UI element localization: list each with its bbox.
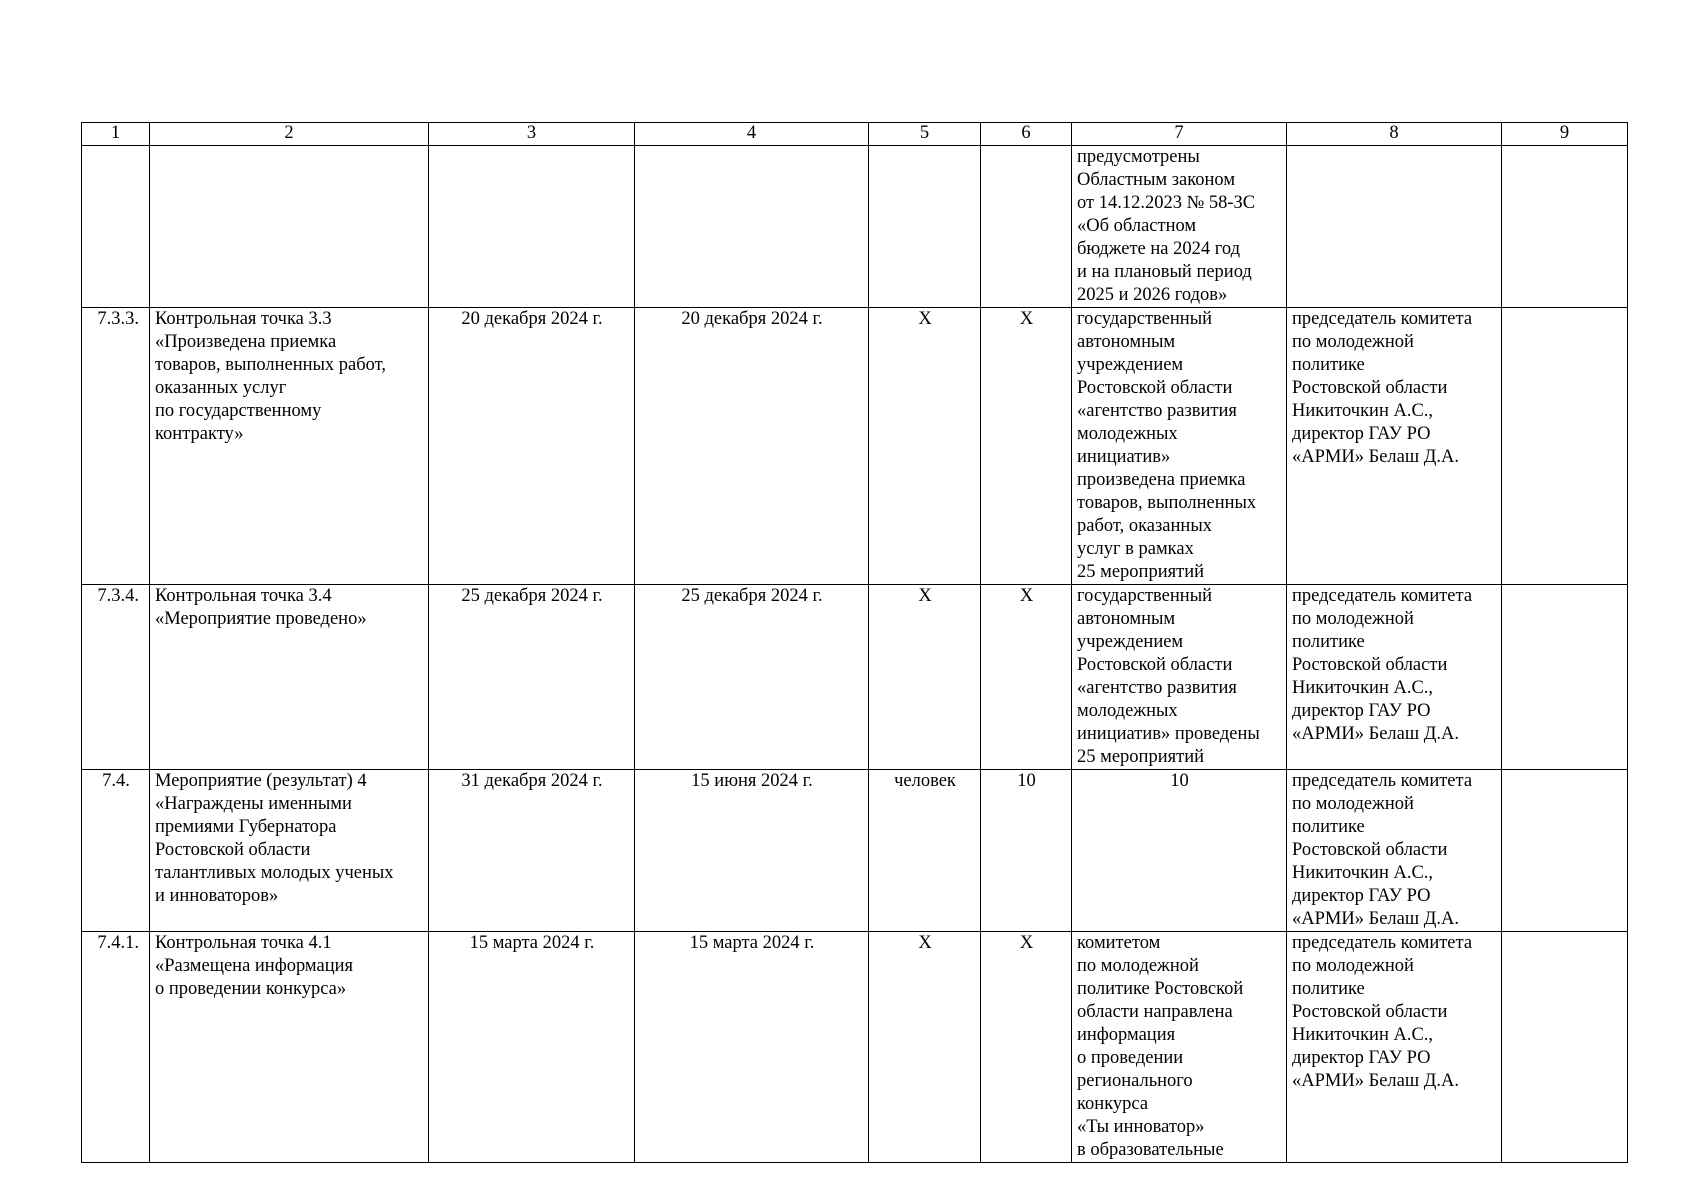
result-text: 10: [1170, 771, 1189, 791]
value-cell: [981, 146, 1072, 308]
result-cell: [1072, 585, 1287, 770]
start-date-cell: [429, 932, 635, 1163]
extra-cell: [1502, 146, 1628, 308]
name-cell: [150, 585, 429, 770]
result-text: предусмотрены Областным законом от 14.12.2023 № 58-ЗС «Об областном бюджете на 2024 год и на плановый период 2025 и 2026 годов»: [1077, 147, 1256, 305]
unit-cell: [869, 146, 981, 308]
start-date-cell: [429, 146, 635, 308]
responsible-text: председатель комитета по молодежной политике Ростовской области Никиточкин А.С., директор ГАУ РО «АРМИ» Белаш Д.А.: [1292, 309, 1473, 467]
value-cell: [981, 585, 1072, 770]
result-cell: [1072, 308, 1287, 585]
event-name: Контрольная точка 3.4 «Мероприятие проведено»: [155, 586, 367, 629]
unit-cell: [869, 585, 981, 770]
column-header-5: 5: [869, 123, 981, 146]
responsible-text: председатель комитета по молодежной политике Ростовской области Никиточкин А.С., директор ГАУ РО «АРМИ» Белаш Д.А.: [1292, 933, 1473, 1091]
result-cell: [1072, 932, 1287, 1163]
row-number-cell: [82, 308, 150, 585]
start-date: 25 декабря 2024 г.: [461, 586, 603, 606]
event-name: Контрольная точка 4.1 «Размещена информация о проведении конкурса»: [155, 933, 354, 999]
column-header-3: 3: [429, 123, 635, 146]
responsible-cell: [1287, 146, 1502, 308]
end-date: 25 декабря 2024 г.: [681, 586, 823, 606]
end-date-cell: [635, 308, 869, 585]
table-row: [82, 770, 1628, 932]
result-text: комитетом по молодежной политике Ростовской области направлена информация о проведении регионального конкурса «Ты инноватор» в образовательные: [1077, 933, 1244, 1160]
extra-cell: [1502, 770, 1628, 932]
start-date-cell: [429, 308, 635, 585]
start-date: 20 декабря 2024 г.: [461, 309, 603, 329]
result-text: государственный автономным учреждением Ростовской области «агентство развития молодежных инициатив» проведены 25 мероприятий: [1077, 586, 1260, 767]
value-cell: [981, 932, 1072, 1163]
start-date-cell: [429, 770, 635, 932]
row-number-cell: [82, 146, 150, 308]
responsible-cell: [1287, 770, 1502, 932]
unit: X: [918, 933, 932, 953]
column-header-4: 4: [635, 123, 869, 146]
row-number: 7.4.1.: [97, 933, 139, 953]
start-date: 31 декабря 2024 г.: [461, 771, 603, 791]
row-number-cell: [82, 585, 150, 770]
row-number: 7.4.: [102, 771, 130, 791]
value: 10: [1017, 771, 1036, 791]
document-page: [81, 122, 1627, 1163]
extra-cell: [1502, 308, 1628, 585]
row-number-cell: [82, 932, 150, 1163]
responsible-text: председатель комитета по молодежной политике Ростовской области Никиточкин А.С., директор ГАУ РО «АРМИ» Белаш Д.А.: [1292, 771, 1473, 929]
name-cell: [150, 932, 429, 1163]
extra-cell: [1502, 585, 1628, 770]
extra-cell: [1502, 932, 1628, 1163]
column-header-6: 6: [981, 123, 1072, 146]
name-cell: [150, 146, 429, 308]
column-header-2: 2: [150, 123, 429, 146]
end-date-cell: [635, 585, 869, 770]
end-date: 15 марта 2024 г.: [689, 933, 815, 953]
unit-cell: [869, 932, 981, 1163]
result-text: государственный автономным учреждением Ростовской области «агентство развития молодежных инициатив» произведена приемка товаров, выполненных работ, оказанных услуг в рамках 25 мероприятий: [1077, 309, 1257, 582]
unit-cell: [869, 308, 981, 585]
column-header-8: 8: [1287, 123, 1502, 146]
unit: X: [918, 586, 932, 606]
column-header-1: 1: [82, 123, 150, 146]
row-number: 7.3.3.: [97, 309, 139, 329]
event-name: Мероприятие (результат) 4 «Награждены именными премиями Губернатора Ростовской области талантливых молодых ученых и инноваторов»: [155, 771, 394, 906]
end-date-cell: [635, 932, 869, 1163]
responsible-cell: [1287, 585, 1502, 770]
event-name: Контрольная точка 3.3 «Произведена приемка товаров, выполненных работ, оказанных услуг по государственному контракту»: [155, 309, 386, 444]
end-date-cell: [635, 770, 869, 932]
responsible-cell: [1287, 308, 1502, 585]
unit: X: [918, 309, 932, 329]
end-date: 15 июня 2024 г.: [691, 771, 813, 791]
value: X: [1019, 933, 1034, 953]
result-cell: [1072, 770, 1287, 932]
value-cell: [981, 308, 1072, 585]
responsible-cell: [1287, 932, 1502, 1163]
responsible-text: председатель комитета по молодежной политике Ростовской области Никиточкин А.С., директор ГАУ РО «АРМИ» Белаш Д.А.: [1292, 586, 1473, 744]
end-date-cell: [635, 146, 869, 308]
header-row: [82, 123, 1628, 146]
name-cell: [150, 308, 429, 585]
table-row: [82, 932, 1628, 1163]
result-cell: [1072, 146, 1287, 308]
unit: человек: [894, 771, 956, 791]
row-number: 7.3.4.: [97, 586, 139, 606]
end-date: 20 декабря 2024 г.: [681, 309, 823, 329]
start-date: 15 марта 2024 г.: [469, 933, 595, 953]
plan-table: [81, 122, 1628, 1163]
table-row: [82, 585, 1628, 770]
value-cell: [981, 770, 1072, 932]
name-cell: [150, 770, 429, 932]
table-row: [82, 146, 1628, 308]
table-row: [82, 308, 1628, 585]
row-number-cell: [82, 770, 150, 932]
start-date-cell: [429, 585, 635, 770]
column-header-7: 7: [1072, 123, 1287, 146]
value: X: [1019, 309, 1034, 329]
unit-cell: [869, 770, 981, 932]
value: X: [1019, 586, 1034, 606]
column-header-9: 9: [1502, 123, 1628, 146]
